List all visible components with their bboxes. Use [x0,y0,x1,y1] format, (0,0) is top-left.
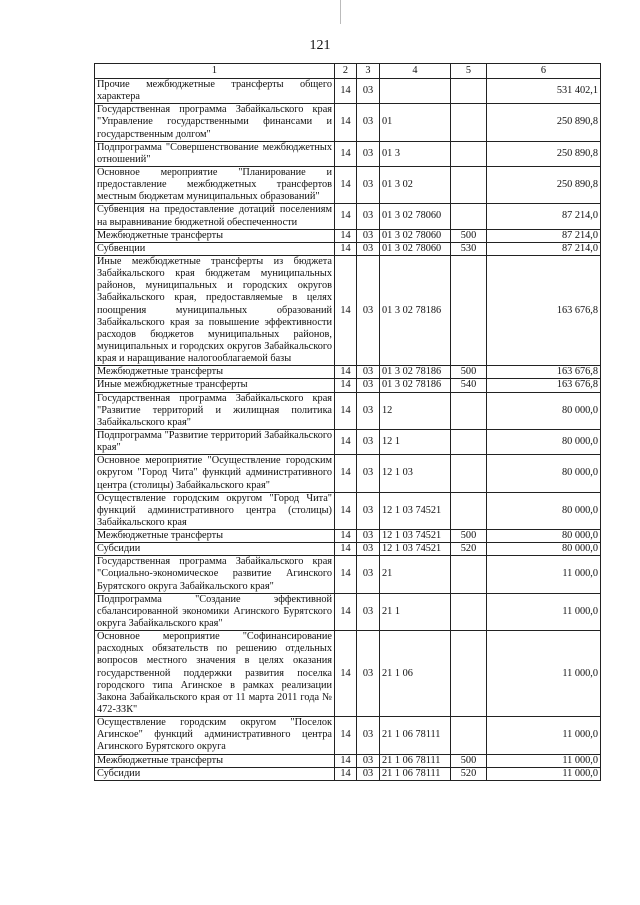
cell-rz: 14 [335,492,357,529]
table-row [95,492,601,529]
cell-csr: 01 [380,104,451,141]
cell-csr: 12 [380,392,451,429]
cell-csr: 21 1 06 [380,631,451,717]
cell-rz: 14 [335,79,357,104]
cell-vr: 540 [451,379,487,392]
cell-pr: 03 [357,79,380,104]
cell-vr [451,717,487,754]
cell-vr [451,255,487,365]
cell-name: Основное мероприятие "Осуществление городским округом "Город Чита" функций административного центра (столицы) Забайкальского края" [95,455,335,492]
page-number: 121 [309,38,331,53]
cell-sum: 11 000,0 [487,767,601,780]
cell-rz: 14 [335,593,357,630]
cell-pr: 03 [357,204,380,229]
cell-rz: 14 [335,204,357,229]
cell-name: Иные межбюджетные трансферты из бюджета Забайкальского края бюджетам муниципальных районов, муниципальных и городских округов Забайкальского края, предоставляемые в целях поощрения муниципальных образований Забайкальского края за повышение эффективности расходов бюджетов муниципальных районов, муниципальных и городских округов Забайкальского края и наращивание налогооблагаемой базы [95,255,335,365]
cell-sum: 163 676,8 [487,366,601,379]
cell-name: Прочие межбюджетные трансферты общего характера [95,79,335,104]
cell-pr: 03 [357,455,380,492]
table-row [95,455,601,492]
table-row [95,379,601,392]
cell-pr: 03 [357,754,380,767]
table-row [95,593,601,630]
cell-name: Государственная программа Забайкальского края "Управление государственными финансами и государственным долгом" [95,104,335,141]
cell-pr: 03 [357,141,380,166]
cell-vr: 530 [451,242,487,255]
cell-name: Государственная программа Забайкальского края "Социально-экономическое развитие Агинского Бурятского округа Забайкальского края" [95,556,335,593]
cell-vr [451,455,487,492]
header-cell: 5 [451,64,487,79]
cell-csr: 01 3 02 [380,166,451,203]
table-row [95,141,601,166]
cell-name: Осуществление городским округом "Поселок Агинское" функций административного центра Агинского Бурятского округа [95,717,335,754]
cell-csr: 01 3 02 78060 [380,242,451,255]
cell-sum: 11 000,0 [487,593,601,630]
cell-vr: 500 [451,366,487,379]
cell-csr: 21 1 06 78111 [380,754,451,767]
cell-csr: 01 3 02 78060 [380,229,451,242]
cell-name: Межбюджетные трансферты [95,754,335,767]
cell-vr [451,429,487,454]
cell-pr: 03 [357,379,380,392]
cell-pr: 03 [357,429,380,454]
table-row [95,767,601,780]
cell-rz: 14 [335,455,357,492]
cell-pr: 03 [357,392,380,429]
cell-rz: 14 [335,166,357,203]
cell-sum: 11 000,0 [487,556,601,593]
cell-rz: 14 [335,543,357,556]
table-row [95,754,601,767]
cell-pr: 03 [357,556,380,593]
cell-pr: 03 [357,543,380,556]
cell-rz: 14 [335,379,357,392]
cell-name: Государственная программа Забайкальского края "Развитие территорий и жилищная политика Забайкальского края" [95,392,335,429]
table-row [95,104,601,141]
cell-rz: 14 [335,754,357,767]
cell-name: Основное мероприятие "Планирование и предоставление межбюджетных трансфертов местным бюджетам муниципальных образований" [95,166,335,203]
cell-sum: 80 000,0 [487,492,601,529]
cell-name: Подпрограмма "Развитие территорий Забайкальского края" [95,429,335,454]
cell-rz: 14 [335,392,357,429]
cell-rz: 14 [335,229,357,242]
table-row [95,255,601,365]
cell-csr: 01 3 02 78186 [380,255,451,365]
cell-pr: 03 [357,631,380,717]
table-row [95,166,601,203]
table-row [95,392,601,429]
cell-pr: 03 [357,366,380,379]
cell-name: Субсидии [95,767,335,780]
cell-csr: 21 [380,556,451,593]
cell-pr: 03 [357,717,380,754]
table-row [95,242,601,255]
header-cell: 4 [380,64,451,79]
table-row [95,543,601,556]
cell-pr: 03 [357,767,380,780]
cell-vr [451,204,487,229]
cell-sum: 80 000,0 [487,455,601,492]
cell-vr [451,392,487,429]
cell-rz: 14 [335,141,357,166]
cell-sum: 250 890,8 [487,141,601,166]
cell-name: Субвенции [95,242,335,255]
cell-csr: 12 1 03 [380,455,451,492]
cell-name: Межбюджетные трансферты [95,530,335,543]
cell-vr: 500 [451,754,487,767]
cell-name: Межбюджетные трансферты [95,229,335,242]
cell-vr [451,141,487,166]
cell-sum: 11 000,0 [487,631,601,717]
cell-sum: 80 000,0 [487,543,601,556]
cell-sum: 250 890,8 [487,104,601,141]
table-row [95,229,601,242]
table-row [95,530,601,543]
cell-rz: 14 [335,556,357,593]
cell-rz: 14 [335,631,357,717]
table-row [95,366,601,379]
cell-csr [380,79,451,104]
cell-vr: 520 [451,767,487,780]
table-row [95,631,601,717]
cell-vr: 520 [451,543,487,556]
cell-name: Межбюджетные трансферты [95,366,335,379]
cell-sum: 531 402,1 [487,79,601,104]
cell-pr: 03 [357,593,380,630]
cell-rz: 14 [335,255,357,365]
cell-sum: 87 214,0 [487,204,601,229]
cell-pr: 03 [357,255,380,365]
table-row [95,429,601,454]
cell-csr: 12 1 [380,429,451,454]
cell-rz: 14 [335,530,357,543]
budget-table [94,63,601,781]
header-cell: 2 [335,64,357,79]
cell-csr: 12 1 03 74521 [380,492,451,529]
cell-sum: 163 676,8 [487,255,601,365]
cell-pr: 03 [357,492,380,529]
cell-csr: 21 1 06 78111 [380,767,451,780]
header-cell: 6 [487,64,601,79]
cell-csr: 21 1 [380,593,451,630]
cell-rz: 14 [335,242,357,255]
cell-vr [451,104,487,141]
cell-pr: 03 [357,104,380,141]
header-row [95,64,601,79]
cell-csr: 01 3 02 78186 [380,379,451,392]
cell-sum: 80 000,0 [487,429,601,454]
cell-vr: 500 [451,229,487,242]
cell-sum: 80 000,0 [487,392,601,429]
cell-name: Подпрограмма "Совершенствование межбюджетных отношений" [95,141,335,166]
cell-sum: 87 214,0 [487,229,601,242]
table-row [95,556,601,593]
cell-vr [451,631,487,717]
cell-pr: 03 [357,530,380,543]
cell-vr [451,593,487,630]
cell-csr: 01 3 02 78060 [380,204,451,229]
cell-name: Субсидии [95,543,335,556]
cell-rz: 14 [335,366,357,379]
cell-pr: 03 [357,229,380,242]
cell-sum: 87 214,0 [487,242,601,255]
cell-vr [451,79,487,104]
cell-vr [451,166,487,203]
cell-sum: 163 676,8 [487,379,601,392]
cell-vr [451,556,487,593]
cell-vr [451,492,487,529]
cell-name: Основное мероприятие "Софинансирование расходных обязательств по решению отдельных вопросов местного значения в целях оказания государственной поддержки развития поселка городского типа Агинское в рамках реализации Закона Забайкальского края от 11 марта 2011 года № 472-ЗЗК" [95,631,335,717]
cell-sum: 250 890,8 [487,166,601,203]
cell-csr: 01 3 02 78186 [380,366,451,379]
cell-name: Иные межбюджетные трансферты [95,379,335,392]
cell-vr: 500 [451,530,487,543]
cell-pr: 03 [357,242,380,255]
cell-csr: 21 1 06 78111 [380,717,451,754]
cell-csr: 12 1 03 74521 [380,543,451,556]
cell-rz: 14 [335,717,357,754]
cell-rz: 14 [335,767,357,780]
cell-rz: 14 [335,429,357,454]
cell-pr: 03 [357,166,380,203]
table-row [95,204,601,229]
scan-artifact [340,0,341,24]
table-row [95,717,601,754]
cell-sum: 80 000,0 [487,530,601,543]
table-row [95,79,601,104]
cell-sum: 11 000,0 [487,754,601,767]
header-cell: 1 [95,64,335,79]
cell-name: Осуществление городским округом "Город Чита" функций административного центра (столицы) Забайкальского края [95,492,335,529]
cell-sum: 11 000,0 [487,717,601,754]
header-cell: 3 [357,64,380,79]
cell-csr: 01 3 [380,141,451,166]
cell-rz: 14 [335,104,357,141]
cell-csr: 12 1 03 74521 [380,530,451,543]
cell-name: Подпрограмма "Создание эффективной сбалансированной экономики Агинского Бурятского округа Забайкальского края" [95,593,335,630]
cell-name: Субвенция на предоставление дотаций поселениям на выравнивание бюджетной обеспеченности [95,204,335,229]
